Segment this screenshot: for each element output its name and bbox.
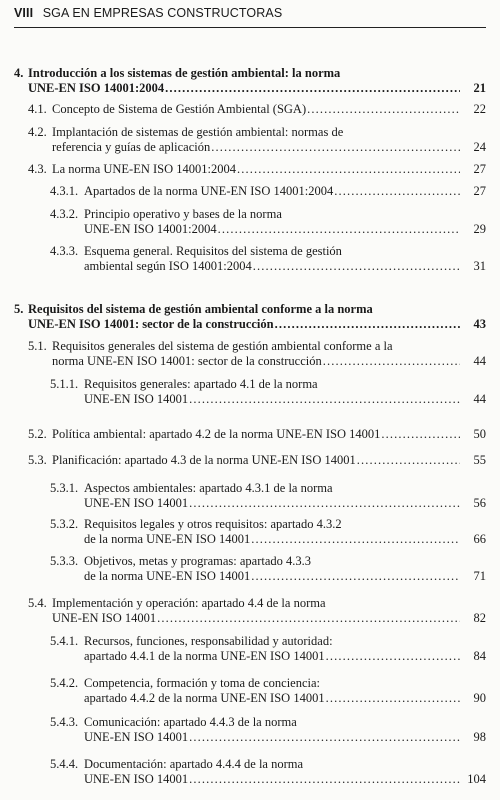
entry-page: 84 <box>473 648 486 663</box>
leader-dots <box>189 496 460 511</box>
entry-page: 56 <box>473 495 486 510</box>
entry-title-line1: Implementación y operación: apartado 4.4 de la norma <box>52 596 326 610</box>
leader-dots <box>381 427 460 442</box>
entry-number: 5.3.2. <box>50 517 79 531</box>
entry-title-line1: Objetivos, metas y programas: apartado 4.3.3 <box>84 554 312 568</box>
leader-dots <box>251 532 460 547</box>
leader-dots <box>218 222 460 237</box>
entry-number: 4.3.1. <box>50 184 79 198</box>
entry-title-line1: Comunicación: apartado 4.4.3 de la norma <box>84 715 297 729</box>
entry-page: 82 <box>473 610 486 625</box>
entry-title-line2: referencia y guías de aplicación <box>52 139 211 154</box>
entry-page: 104 <box>467 771 486 786</box>
leader-dots <box>326 649 460 664</box>
leader-dots <box>326 691 460 706</box>
leader-dots <box>157 611 460 626</box>
leader-dots <box>251 569 460 584</box>
entry-title-line1: Implantación de sistemas de gestión ambiental: normas de <box>52 125 344 139</box>
leader-dots <box>323 354 460 369</box>
entry-title-line1: Introducción a los sistemas de gestión ambiental: la norma <box>28 66 341 80</box>
entry-page: 27 <box>473 162 486 176</box>
entry-title-line1: Principio operativo y bases de la norma <box>84 207 282 221</box>
entry-number: 5.4.3. <box>50 715 79 729</box>
entry-page: 71 <box>473 568 486 583</box>
leader-dots <box>189 392 460 407</box>
entry-title-line1: Requisitos generales: apartado 4.1 de la norma <box>84 377 318 391</box>
entry-title-line1: Requisitos generales del sistema de gestión ambiental conforme a la <box>52 339 393 353</box>
leader-dots <box>237 162 460 177</box>
entry-title-line1: Aspectos ambientales: apartado 4.3.1 de la norma <box>84 481 333 495</box>
entry-page: 44 <box>473 353 486 368</box>
entry-number: 4. <box>14 66 24 80</box>
entry-page: 98 <box>473 729 486 744</box>
entry-title-line1: Concepto de Sistema de Gestión Ambiental (SGA) <box>52 102 307 116</box>
leader-dots <box>189 772 460 787</box>
entry-number: 4.2. <box>28 125 47 139</box>
entry-page: 50 <box>473 427 486 441</box>
entry-title-line2: apartado 4.4.2 de la norma UNE-EN ISO 14001 <box>84 690 325 705</box>
entry-title-line2: UNE-EN ISO 14001 <box>84 771 189 786</box>
entry-page: 21 <box>473 80 486 95</box>
entry-page: 24 <box>473 139 486 154</box>
entry-number: 4.3. <box>28 162 47 176</box>
leader-dots <box>334 184 460 199</box>
entry-number: 5.4.2. <box>50 676 79 690</box>
entry-number: 5.1.1. <box>50 377 79 391</box>
entry-number: 4.3.3. <box>50 244 79 258</box>
leader-dots <box>253 259 460 274</box>
leader-dots <box>165 81 460 96</box>
entry-number: 5.3. <box>28 453 47 467</box>
entry-title-line1: Requisitos del sistema de gestión ambiental conforme a la norma <box>28 302 373 316</box>
entry-title-line2: UNE-EN ISO 14001:2004 <box>28 80 165 95</box>
entry-page: 55 <box>473 453 486 467</box>
entry-title-line1: Competencia, formación y toma de conciencia: <box>84 676 321 690</box>
leader-dots <box>211 140 460 155</box>
entry-title-line2: UNE-EN ISO 14001 <box>84 495 189 510</box>
entry-title-line2: norma UNE-EN ISO 14001: sector de la construcción <box>52 353 322 368</box>
entry-title-line1: Esquema general. Requisitos del sistema de gestión <box>84 244 342 258</box>
entry-title-line1: Documentación: apartado 4.4.4 de la norma <box>84 757 304 771</box>
entry-number: 4.1. <box>28 102 47 116</box>
entry-page: 22 <box>473 102 486 116</box>
running-title: SGA EN EMPRESAS CONSTRUCTORAS <box>42 6 283 20</box>
entry-title-line2: UNE-EN ISO 14001 <box>52 610 157 625</box>
entry-title-line1: Política ambiental: apartado 4.2 de la norma UNE-EN ISO 14001 <box>52 427 381 441</box>
entry-number: 4.3.2. <box>50 207 79 221</box>
entry-title-line1: Requisitos legales y otros requisitos: apartado 4.3.2 <box>84 517 342 531</box>
entry-title-line2: UNE-EN ISO 14001 <box>84 729 189 744</box>
entry-title-line1: Apartados de la norma UNE-EN ISO 14001:2004 <box>84 184 334 198</box>
entry-title-line1: Recursos, funciones, responsabilidad y autoridad: <box>84 634 333 648</box>
entry-title-line2: UNE-EN ISO 14001 <box>84 391 189 406</box>
entry-title-line2: apartado 4.4.1 de la norma UNE-EN ISO 14001 <box>84 648 325 663</box>
entry-page: 90 <box>473 690 486 705</box>
entry-title-line2: de la norma UNE-EN ISO 14001 <box>84 568 251 583</box>
entry-number: 5.4. <box>28 596 47 610</box>
leader-dots <box>357 453 460 468</box>
header-rule <box>14 27 486 28</box>
entry-page: 27 <box>473 184 486 198</box>
entry-number: 5.1. <box>28 339 47 353</box>
entry-page: 66 <box>473 531 486 546</box>
entry-title-line2: UNE-EN ISO 14001:2004 <box>84 221 217 236</box>
leader-dots <box>307 102 460 117</box>
entry-page: 29 <box>473 221 486 236</box>
entry-title-line2: UNE-EN ISO 14001: sector de la construcción <box>28 316 274 331</box>
entry-page: 43 <box>473 316 486 331</box>
entry-number: 5.4.4. <box>50 757 79 771</box>
entry-title-line2: de la norma UNE-EN ISO 14001 <box>84 531 251 546</box>
entry-title-line2: ambiental según ISO 14001:2004 <box>84 258 252 273</box>
entry-number: 5.3.3. <box>50 554 79 568</box>
entry-number: 5.3.1. <box>50 481 79 495</box>
entry-title-line1: La norma UNE-EN ISO 14001:2004 <box>52 162 236 176</box>
entry-number: 5.2. <box>28 427 47 441</box>
entry-page: 31 <box>473 258 486 273</box>
entry-number: 5.4.1. <box>50 634 79 648</box>
entry-page: 44 <box>473 391 486 406</box>
leader-dots <box>275 317 460 332</box>
entry-number: 5. <box>14 302 24 316</box>
entry-title-line1: Planificación: apartado 4.3 de la norma UNE-EN ISO 14001 <box>52 453 356 467</box>
running-header <box>14 6 486 20</box>
page-number: VIII <box>14 6 34 20</box>
leader-dots <box>189 730 460 745</box>
